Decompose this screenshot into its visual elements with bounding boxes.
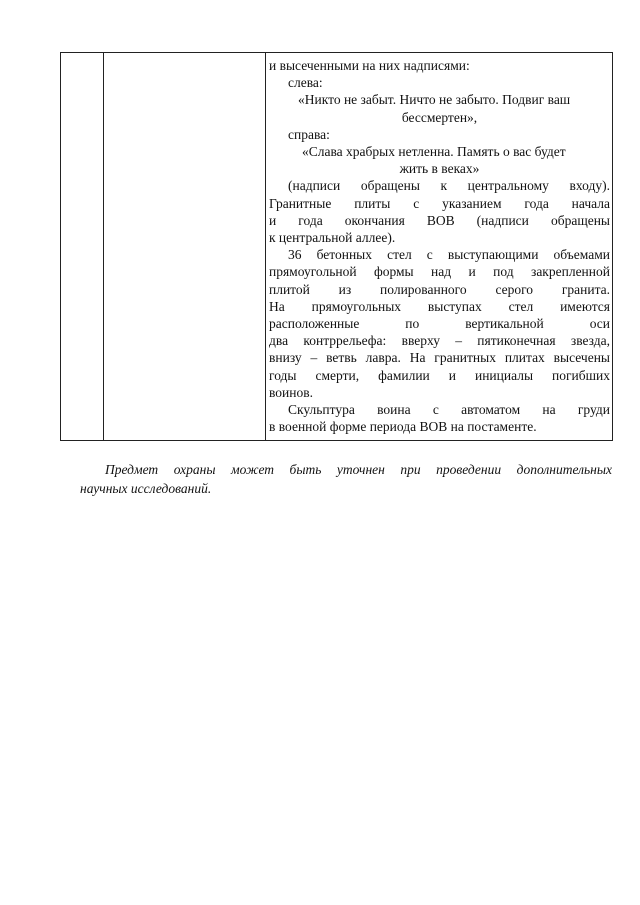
table-text-line: Гранитные плиты с указанием года начала bbox=[269, 195, 610, 211]
table-text-line: расположенные по вертикальной оси bbox=[269, 316, 610, 332]
table-text-line: к центральной аллее). bbox=[269, 230, 396, 246]
footnote-paragraph bbox=[80, 461, 612, 498]
table-cell-description bbox=[269, 57, 610, 435]
table-text-line: бессмертен», bbox=[401, 109, 478, 125]
table-text-line: плитой из полированного серого гранита. bbox=[269, 281, 610, 297]
table-text-line: годы смерти, фамилии и инициалы погибших bbox=[269, 367, 610, 383]
table-text-line: «Слава храбрых нетленна. Память о вас будет bbox=[302, 144, 566, 160]
table-column-divider bbox=[265, 53, 266, 440]
footnote-line: Предмет охраны может быть уточнен при проведении дополнительных bbox=[105, 462, 612, 477]
table-text-line: «Никто не забыт. Ничто не забыто. Подвиг ваш bbox=[298, 92, 571, 108]
table-text-line: Скульптура воина с автоматом на груди bbox=[288, 402, 610, 418]
table-column-divider bbox=[103, 53, 104, 440]
table-text-line: прямоугольной формы над и под закрепленной bbox=[269, 264, 610, 280]
table-text-line: и высеченными на них надписями: bbox=[269, 58, 470, 73]
table-text-line: (надписи обращены к центральному входу). bbox=[288, 178, 610, 194]
table-text-line: в военной форме периода ВОВ на постаменте. bbox=[269, 419, 537, 435]
table-text-line: слева: bbox=[288, 75, 323, 91]
table-text-line: жить в веках» bbox=[399, 161, 480, 177]
table-text-line: На прямоугольных выступах стел имеются bbox=[269, 298, 610, 314]
table-text-line: воинов. bbox=[269, 384, 313, 400]
footnote-line: научных исследований. bbox=[80, 480, 212, 496]
table-text-line: два контррельефа: вверху – пятиконечная звезда, bbox=[269, 333, 610, 349]
protection-subject-table bbox=[60, 52, 613, 441]
table-text-line: и года окончания ВОВ (надписи обращены bbox=[269, 212, 610, 228]
table-text-line: 36 бетонных стел с выступающими объемами bbox=[288, 247, 610, 263]
table-text-line: внизу – ветвь лавра. На гранитных плитах высечены bbox=[269, 350, 610, 366]
table-text-line: справа: bbox=[288, 126, 330, 142]
